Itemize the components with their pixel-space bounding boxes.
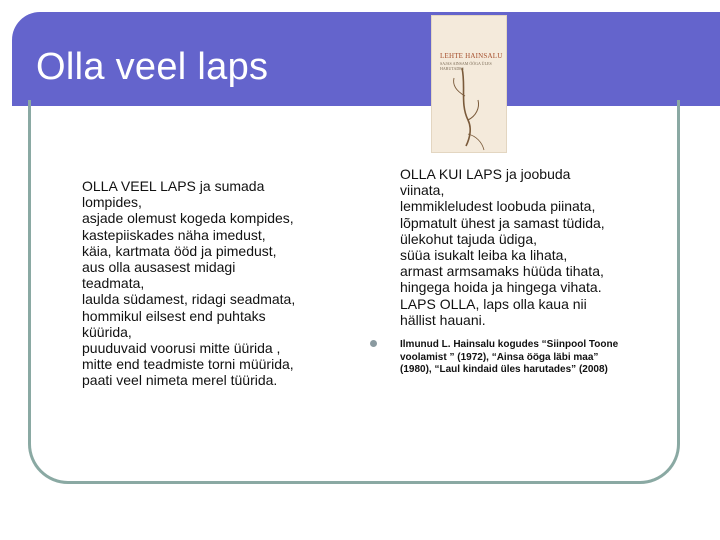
publication-credit [400,339,670,377]
left-poem-line: paati veel nimeta merel tüürida. [82,372,278,389]
left-poem-line: laulda südamest, ridagi seadmata, [82,291,296,308]
left-poem-line: asjade olemust kogeda kompides, [82,210,294,227]
right-poem-line: ülekohut tajuda üdiga, [400,230,537,247]
left-poem-line: mitte end teadmiste torni müürida, [82,356,294,373]
right-poem-line: hällist hauani. [400,311,486,328]
bullet-dot-icon [370,340,377,347]
book-root-drawing-icon [432,16,506,152]
right-poem-line: armast armsamaks hüüda tihata, [400,263,604,280]
left-poem-line: puuduvaid voorusi mitte üürida , [82,340,281,357]
left-poem [80,178,370,389]
title-bar [12,12,720,106]
left-poem-line: OLLA VEEL LAPS ja sumada [82,178,265,194]
right-poem-line: lõpmatult ühest ja samast tüdida, [400,214,605,231]
left-poem-line: hommikul eilsest end puhtaks [82,307,266,324]
book-subtitle: SAJAS AINSAM ÖÖGA ÜLES HARUTADES [440,61,492,71]
left-poem-line: käia, kartmata ööd ja pimedust, [82,242,277,259]
right-poem-line: lemmikleludest loobuda piinata, [400,198,596,215]
credit-line: (1980), “Laul kindaid üles harutades” (2008) [400,364,608,375]
book-cover-image [432,16,506,152]
credit-line: voolamist ” (1972), “Ainsa ööga läbi maa” [400,351,599,363]
right-poem-line: viinata, [400,182,445,199]
left-poem-line: lompides, [82,194,142,211]
credit-line: Ilmunud L. Hainsalu kogudes “Siinpool Toone [400,339,619,350]
right-poem [400,166,665,328]
left-poem-line: küürida, [82,323,132,340]
book-author: LEHTE HAINSALU [440,52,503,60]
right-poem-line: hingega hoida ja hingega vihata. [400,279,602,296]
right-poem-line: OLLA KUI LAPS ja joobuda [400,166,571,182]
right-poem-line: LAPS OLLA, laps olla kaua nii [400,295,587,312]
left-poem-line: teadmata, [82,275,145,292]
slide-title: Olla veel laps [36,46,269,88]
left-poem-line: aus olla ausasest midagi [82,259,236,276]
right-poem-line: süüa isukalt leiba ka lihata, [400,247,568,264]
left-poem-line: kastepiiskades näha imedust, [82,226,266,243]
